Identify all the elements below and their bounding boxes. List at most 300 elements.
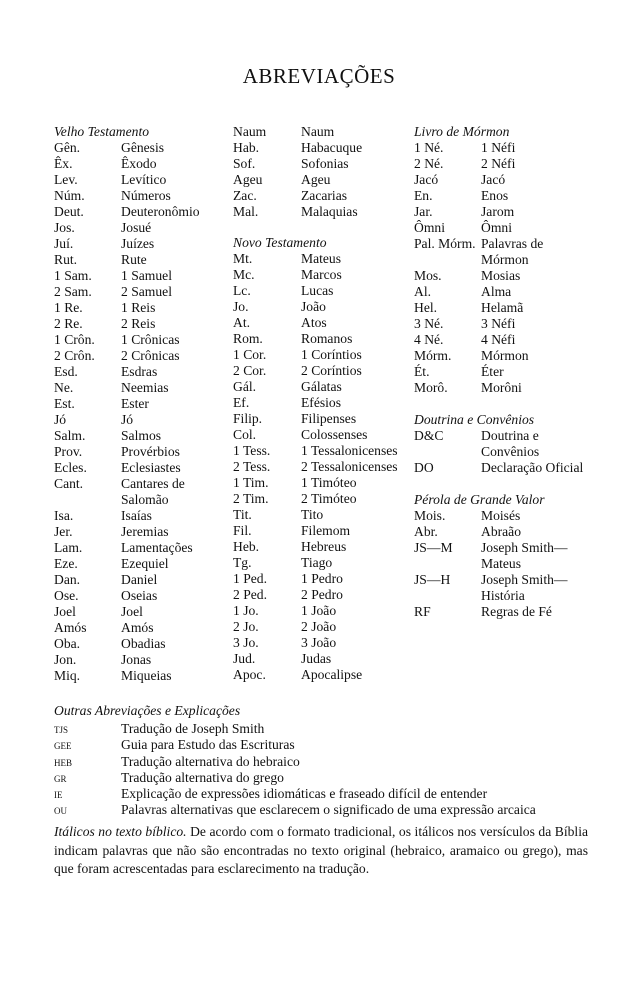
abbreviation: Miq.: [54, 668, 81, 683]
abbreviation-row: [233, 299, 413, 315]
abbreviation-row: [414, 572, 594, 604]
abbreviation: Mois.: [414, 508, 446, 523]
explanation: Tradução alternativa do grego: [121, 769, 284, 785]
abbreviation: Núm.: [54, 188, 85, 203]
book-name: 3 João: [301, 635, 337, 650]
book-name: 2 Néfi: [481, 156, 516, 171]
book-of-mormon-heading: Livro de Mórmon: [414, 124, 510, 139]
doctrine-covenants-heading: Doutrina e Convênios: [414, 412, 535, 427]
abbreviation: Rom.: [233, 331, 263, 346]
abbreviation-row: [233, 523, 413, 539]
book-name: Ageu: [301, 172, 331, 187]
book-name: 2 Coríntios: [301, 363, 362, 378]
book-name: Tito: [301, 507, 324, 522]
abbreviation: RF: [414, 604, 431, 619]
abbreviation: Jer.: [54, 524, 73, 539]
book-name: Romanos: [301, 331, 353, 346]
abbreviation: gee: [54, 737, 72, 753]
book-name: 1 Néfi: [481, 140, 516, 155]
book-name: Doutrina e Convênios: [481, 428, 540, 459]
book-name: 1 Crônicas: [121, 332, 180, 347]
abbreviation: En.: [414, 188, 433, 203]
explanation: Explicação de expressões idiomáticas e fraseado difícil de entender: [121, 786, 488, 802]
abbreviation-row: [233, 283, 413, 299]
italics-note-body: De acordo com o formato tradicional, os itálicos nos versículos da Bíblia indicam palavras que não são encontradas no texto original (hebraico, aramaico ou grego), mas que foram acrescentadas para esclarecimento na tradução.: [54, 824, 589, 876]
abbreviation: Ecles.: [54, 460, 87, 475]
book-name: 1 Pedro: [301, 571, 343, 586]
abbreviation-row: [54, 204, 226, 220]
book-name: 1 João: [301, 603, 337, 618]
abbreviation: Apoc.: [233, 667, 266, 682]
abbreviation: Zac.: [233, 188, 257, 203]
explanation: Tradução alternativa do hebraico: [121, 753, 300, 769]
book-name: Marcos: [301, 267, 342, 282]
book-name: Obadias: [121, 636, 166, 651]
abbreviation-row: [54, 770, 594, 786]
abbreviation-row: [233, 635, 413, 651]
abbreviation: Lam.: [54, 540, 83, 555]
abbreviation: 2 Ped.: [233, 587, 267, 602]
abbreviation: tjs: [54, 721, 69, 736]
abbreviation-row: [54, 668, 226, 684]
abbreviation-row: [233, 459, 413, 475]
book-name: Cantares de Salomão: [121, 476, 185, 507]
book-name: Ômni: [481, 220, 512, 235]
abbreviation-row: [233, 204, 413, 220]
book-name: Habacuque: [301, 140, 363, 155]
explanation: Guia para Estudo das Escrituras: [121, 737, 295, 753]
abbreviation: Col.: [233, 427, 257, 442]
abbreviation-row: [233, 363, 413, 379]
abbreviation: Tg.: [233, 555, 252, 570]
abbreviation-row: [54, 300, 226, 316]
abbreviation: Sof.: [233, 156, 256, 171]
book-name: 1 Samuel: [121, 268, 172, 283]
book-name: Eclesiastes: [121, 460, 181, 475]
book-name: Sofonias: [301, 156, 349, 171]
abbreviation: 4 Né.: [414, 332, 444, 347]
explanation: Tradução de Joseph Smith: [121, 721, 265, 736]
abbreviation-row: [54, 332, 226, 348]
abbreviation: 1 Cor.: [233, 347, 267, 362]
abbreviation: Ef.: [233, 395, 250, 410]
abbreviation-row: [414, 172, 594, 188]
abbreviation-row: [233, 475, 413, 491]
abbreviation-row: [54, 508, 226, 524]
abbreviation-row: [233, 140, 413, 156]
abbreviation: Hab.: [233, 140, 260, 155]
abbreviation: 3 Jo.: [233, 635, 259, 650]
abbreviation: Est.: [54, 396, 75, 411]
book-name: Isaías: [121, 508, 152, 523]
abbreviation-row: [233, 379, 413, 395]
abbreviation: 2 Sam.: [54, 284, 92, 299]
book-name: Joseph Smith— História: [481, 572, 568, 603]
pearl-great-price-heading: Pérola de Grande Valor: [414, 492, 545, 507]
abbreviation: 2 Jo.: [233, 619, 259, 634]
page-title: ABREVIAÇÕES: [242, 64, 396, 88]
abbreviation-row: [233, 411, 413, 427]
book-name: Lucas: [301, 283, 334, 298]
abbreviation-row: [54, 220, 226, 236]
abbreviation: 1 Crôn.: [54, 332, 95, 347]
abbreviation-row: [414, 188, 594, 204]
book-name: Zacarias: [301, 188, 348, 203]
book-name: Miqueias: [121, 668, 172, 683]
abbreviation-row: [233, 188, 413, 204]
abbreviation: Esd.: [54, 364, 78, 379]
abbreviation: DO: [414, 460, 434, 475]
abbreviation-row: [233, 491, 413, 507]
abbreviation: JS—M: [414, 540, 453, 555]
abbreviation: Mos.: [414, 268, 442, 283]
book-name: Esdras: [121, 364, 158, 379]
abbreviation-row: [414, 348, 594, 364]
abbreviation-row: [54, 604, 226, 620]
abbreviation-row: [54, 284, 226, 300]
abbreviation: Jar.: [414, 204, 433, 219]
abbreviation: 2 Tess.: [233, 459, 271, 474]
abbreviation: 1 Né.: [414, 140, 444, 155]
abbreviation: 1 Tim.: [233, 475, 269, 490]
abbreviation: Mc.: [233, 267, 255, 282]
book-name: Moisés: [481, 508, 521, 523]
abbreviation: Êx.: [54, 156, 73, 171]
abbreviation: Filip.: [233, 411, 263, 426]
abbreviation-row: [54, 652, 226, 668]
abbreviation-row: [233, 619, 413, 635]
book-name: Jó: [121, 412, 134, 427]
book-name: Enos: [481, 188, 509, 203]
abbreviation-row: [54, 236, 226, 252]
other-abbreviations-heading: Outras Abreviações e Explicações: [54, 703, 241, 718]
book-name: Abraão: [481, 524, 522, 539]
book-name: 3 Néfi: [481, 316, 516, 331]
abbreviation: Al.: [414, 284, 431, 299]
abbreviation-row: [414, 204, 594, 220]
abbreviation-row: [233, 315, 413, 331]
abbreviation: Jos.: [54, 220, 75, 235]
book-name: Hebreus: [301, 539, 347, 554]
abbreviation: Deut.: [54, 204, 84, 219]
abbreviation-row: [54, 588, 226, 604]
book-name: Filemom: [301, 523, 351, 538]
book-name: 4 Néfi: [481, 332, 516, 347]
abbreviation-row: [233, 251, 413, 267]
abbreviation: Heb.: [233, 539, 260, 554]
abbreviation: Jacó: [414, 172, 439, 187]
column-old-testament: [54, 124, 226, 684]
book-name: Neemias: [121, 380, 169, 395]
abbreviation-row: [233, 539, 413, 555]
abbreviation: ou: [54, 802, 67, 818]
book-name: Apocalipse: [301, 667, 363, 682]
doctrine-covenants-list: [414, 428, 594, 476]
book-name: Colossenses: [301, 427, 368, 442]
book-name: Deuteronômio: [121, 204, 200, 219]
old-testament-heading: Velho Testamento: [54, 124, 150, 139]
abbreviation-row: [414, 220, 594, 236]
abbreviation: 2 Tim.: [233, 491, 269, 506]
book-name: Jacó: [481, 172, 506, 187]
book-name: 1 Timóteo: [301, 475, 357, 490]
pearl-great-price-list: [414, 508, 594, 620]
abbreviation: Eze.: [54, 556, 78, 571]
book-name: Alma: [481, 284, 512, 299]
abbreviation: Rut.: [54, 252, 78, 267]
new-testament-heading: Novo Testamento: [233, 235, 327, 250]
book-name: Jonas: [121, 652, 152, 667]
book-name: 2 Crônicas: [121, 348, 180, 363]
book-name: Provérbios: [121, 444, 180, 459]
abbreviation-row: [54, 721, 594, 737]
column-other-scriptures: [414, 124, 594, 620]
book-name: Morôni: [481, 380, 522, 395]
abbreviation-row: [54, 396, 226, 412]
abbreviation: D&C: [414, 428, 444, 443]
abbreviation-row: [414, 364, 594, 380]
other-abbreviations-list: [54, 721, 594, 819]
abbreviation-row: [54, 252, 226, 268]
abbreviation-row: [233, 587, 413, 603]
book-name: 2 João: [301, 619, 337, 634]
book-name: 2 Samuel: [121, 284, 172, 299]
abbreviation-row: [414, 428, 594, 460]
abbreviation: Salm.: [54, 428, 86, 443]
book-name: Gênesis: [121, 140, 165, 155]
book-name: Filipenses: [301, 411, 357, 426]
book-name: Salmos: [121, 428, 162, 443]
abbreviation-row: [54, 636, 226, 652]
book-name: 1 Reis: [121, 300, 156, 315]
book-name: Mateus: [301, 251, 342, 266]
abbreviation: Isa.: [54, 508, 74, 523]
abbreviation: Oba.: [54, 636, 81, 651]
abbreviation: Fil.: [233, 523, 252, 538]
abbreviation: gr: [54, 769, 67, 785]
old-testament-list: [54, 140, 226, 684]
book-name: Ezequiel: [121, 556, 169, 571]
abbreviation-row: [54, 348, 226, 364]
book-name: Naum: [301, 124, 335, 139]
book-of-mormon-list: [414, 140, 594, 396]
abbreviation-row: [233, 603, 413, 619]
column-new-testament: [233, 124, 413, 683]
abbreviation-row: [54, 460, 226, 476]
abbreviation: 1 Re.: [54, 300, 83, 315]
abbreviation: At.: [233, 315, 250, 330]
abbreviation: 2 Crôn.: [54, 348, 95, 363]
abbreviation-row: [54, 380, 226, 396]
abbreviation: Naum: [233, 124, 267, 139]
old-testament-cont-list: [233, 124, 413, 220]
abbreviation-row: [233, 395, 413, 411]
abbreviation-row: [54, 172, 226, 188]
abbreviation: Ose.: [54, 588, 79, 603]
abbreviation: Joel: [54, 604, 76, 619]
abbreviation-row: [233, 555, 413, 571]
book-name: Malaquias: [301, 204, 358, 219]
abbreviation: Mal.: [233, 204, 259, 219]
abbreviation-row: [414, 284, 594, 300]
book-name: Jarom: [481, 204, 515, 219]
abbreviation-row: [54, 156, 226, 172]
abbreviation: 2 Re.: [54, 316, 83, 331]
abbreviation-row: [233, 443, 413, 459]
abbreviation: Ageu: [233, 172, 263, 187]
abbreviation: Lev.: [54, 172, 78, 187]
abbreviation-row: [233, 156, 413, 172]
abbreviation-row: [54, 737, 594, 753]
book-name: Palavras de Mórmon: [481, 236, 544, 267]
book-name: Efésios: [301, 395, 342, 410]
abbreviation: Prov.: [54, 444, 83, 459]
abbreviation: Tit.: [233, 507, 252, 522]
abbreviation-row: [233, 124, 413, 140]
book-name: Daniel: [121, 572, 158, 587]
abbreviation-row: [54, 802, 594, 818]
abbreviation-row: [414, 268, 594, 284]
abbreviation: Abr.: [414, 524, 438, 539]
book-name: Oseias: [121, 588, 158, 603]
abbreviation: 1 Tess.: [233, 443, 271, 458]
abbreviation: ie: [54, 786, 63, 802]
abbreviation: Jon.: [54, 652, 77, 667]
abbreviation-row: [54, 316, 226, 332]
italics-note-lead: Itálicos no texto bíblico.: [54, 824, 187, 839]
abbreviation: Juí.: [54, 236, 74, 251]
book-name: Ester: [121, 396, 149, 411]
book-name: 2 Pedro: [301, 587, 343, 602]
abbreviation-row: [233, 571, 413, 587]
abbreviation-row: [414, 508, 594, 524]
book-name: Lamentações: [121, 540, 193, 555]
new-testament-list: [233, 251, 413, 683]
abbreviation-row: [54, 412, 226, 428]
abbreviation: Hel.: [414, 300, 438, 315]
book-name: Jeremias: [121, 524, 169, 539]
abbreviation-row: [414, 332, 594, 348]
abbreviation: Gên.: [54, 140, 81, 155]
abbreviation: Dan.: [54, 572, 81, 587]
abbreviation: 2 Cor.: [233, 363, 267, 378]
abbreviation: 1 Sam.: [54, 268, 92, 283]
book-name: Éter: [481, 364, 504, 379]
abbreviation-row: [54, 188, 226, 204]
book-name: Êxodo: [121, 156, 157, 171]
abbreviation-row: [54, 364, 226, 380]
abbreviation-row: [233, 427, 413, 443]
abbreviation-row: [414, 540, 594, 572]
abbreviation-row: [414, 140, 594, 156]
italics-note: [54, 823, 588, 879]
abbreviation-row: [54, 476, 226, 508]
abbreviation-row: [54, 786, 594, 802]
abbreviation: Jo.: [233, 299, 249, 314]
abbreviation-row: [54, 524, 226, 540]
abbreviation: Ômni: [414, 220, 445, 235]
abbreviation: Ét.: [414, 364, 430, 379]
book-name: Judas: [301, 651, 332, 666]
book-name: Mórmon: [481, 348, 529, 363]
abbreviation: 1 Jo.: [233, 603, 259, 618]
book-name: Gálatas: [301, 379, 342, 394]
book-name: Joseph Smith— Mateus: [481, 540, 568, 571]
abbreviation-row: [233, 347, 413, 363]
abbreviation-row: [414, 156, 594, 172]
abbreviation: Cant.: [54, 476, 84, 491]
abbreviation: 3 Né.: [414, 316, 444, 331]
abbreviation-row: [54, 268, 226, 284]
abbreviation: Lc.: [233, 283, 251, 298]
abbreviation-row: [233, 331, 413, 347]
abbreviation-row: [414, 316, 594, 332]
abbreviation-row: [414, 300, 594, 316]
abbreviation: 1 Ped.: [233, 571, 267, 586]
abbreviation-row: [233, 507, 413, 523]
book-name: Regras de Fé: [481, 604, 552, 619]
abbreviation-row: [54, 540, 226, 556]
other-abbreviations: [54, 703, 594, 819]
abbreviation-row: [233, 267, 413, 283]
abbreviation-row: [54, 572, 226, 588]
book-name: Declaração Oficial: [481, 460, 584, 475]
abbreviation: Jó: [54, 412, 67, 427]
book-name: 1 Tessalonicenses: [301, 443, 398, 458]
abbreviation: Mt.: [233, 251, 253, 266]
book-name: Rute: [121, 252, 147, 267]
book-name: 2 Tessalonicenses: [301, 459, 398, 474]
abbreviation-row: [414, 604, 594, 620]
abbreviation-row: [233, 172, 413, 188]
abbreviation-row: [414, 460, 594, 476]
book-name: Levítico: [121, 172, 167, 187]
abbreviation: Jud.: [233, 651, 256, 666]
book-name: 2 Timóteo: [301, 491, 357, 506]
abbreviation: Pal. Mórm.: [414, 236, 476, 251]
book-name: 1 Coríntios: [301, 347, 362, 362]
abbreviation: Gál.: [233, 379, 257, 394]
abbreviation: Morô.: [414, 380, 448, 395]
book-name: Atos: [301, 315, 327, 330]
abbreviation-row: [233, 651, 413, 667]
abbreviation-row: [54, 428, 226, 444]
abbreviation: 2 Né.: [414, 156, 444, 171]
abbreviation-row: [233, 667, 413, 683]
book-name: Joel: [121, 604, 143, 619]
abbreviation: JS—H: [414, 572, 451, 587]
abbreviation-row: [54, 444, 226, 460]
book-name: 2 Reis: [121, 316, 156, 331]
book-name: Juízes: [121, 236, 155, 251]
book-name: Mosias: [481, 268, 521, 283]
abbreviation-row: [54, 754, 594, 770]
book-name: Tiago: [301, 555, 333, 570]
explanation: Palavras alternativas que esclarecem o significado de uma expressão arcaica: [121, 802, 536, 818]
book-name: Josué: [121, 220, 152, 235]
abbreviation-row: [54, 620, 226, 636]
abbreviation-row: [414, 236, 594, 268]
book-name: Helamã: [481, 300, 524, 315]
book-name: Números: [121, 188, 171, 203]
book-name: Amós: [121, 620, 154, 635]
abbreviation-row: [54, 140, 226, 156]
abbreviation-row: [414, 380, 594, 396]
abbreviation: Ne.: [54, 380, 74, 395]
book-name: João: [301, 299, 326, 314]
abbreviation: heb: [54, 753, 72, 769]
abbreviation: Amós: [54, 620, 87, 635]
